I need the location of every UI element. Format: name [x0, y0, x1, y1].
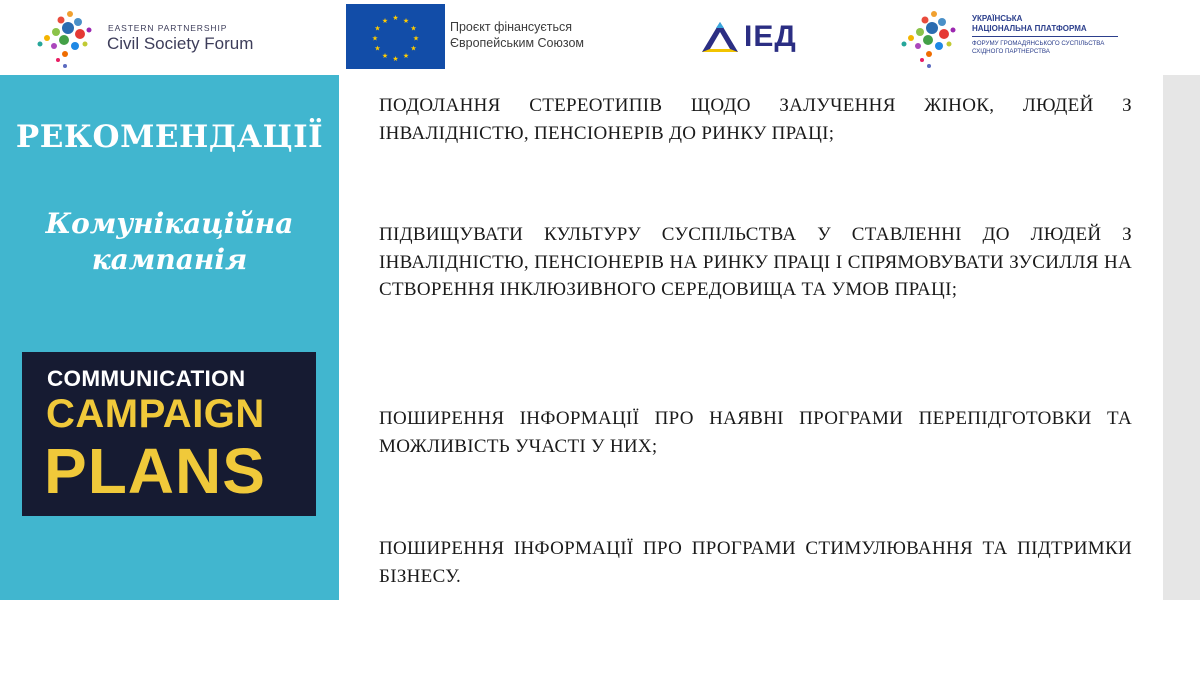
recommendation-item: ПІДВИЩУВАТИ КУЛЬТУРУ СУСПІЛЬСТВА У СТАВЛЕННІ ДО ЛЮДЕЙ З ІНВАЛІДНІСТЮ, ПЕНСІОНЕРІВ НА РИНКУ ПРАЦІ І СПРЯМОВУВАТИ ЗУСИЛЛЯ НА СТВОРЕННЯ ІНКЛЮЗИВНОГО СЕРЕДОВИЩА ТА УМОВ ПРАЦІ;	[379, 224, 1132, 300]
section-title: РЕКОМЕНДАЦІЇ	[15, 119, 324, 155]
campaign-image-line2: CAMPAIGN	[46, 392, 265, 436]
svg-text:★: ★	[374, 24, 381, 33]
ied-logo-text: ІЕД	[744, 20, 797, 53]
eap-big-text: Civil Society Forum	[107, 34, 254, 53]
unp-sub-line1: ФОРУМУ ГРОМАДЯНСЬКОГО СУСПІЛЬСТВА	[972, 40, 1105, 47]
subtitle-line1: Комунікаційна	[45, 207, 294, 240]
eap-csf-logo	[34, 8, 284, 70]
svg-text:★: ★	[410, 24, 417, 33]
dots-cluster-icon	[898, 8, 968, 70]
right-decor-strip	[1163, 75, 1200, 600]
svg-text:★: ★	[392, 14, 399, 22]
eu-funding-line1: Проєкт фінансується	[450, 20, 573, 34]
section-subtitle	[0, 206, 339, 278]
subtitle-line2: кампанія	[91, 243, 248, 276]
svg-text:★: ★	[381, 17, 389, 25]
unp-title-line2: НАЦІОНАЛЬНА ПЛАТФОРМА	[972, 24, 1087, 33]
eap-small-text: EASTERN PARTNERSHIP	[108, 23, 228, 33]
svg-text:★: ★	[381, 52, 389, 60]
svg-text:★: ★	[392, 55, 399, 63]
eu-flag-icon	[346, 4, 445, 69]
svg-text:★: ★	[402, 52, 410, 60]
ukrainian-national-platform-logo	[898, 8, 1128, 70]
svg-text:★: ★	[374, 44, 381, 53]
campaign-image-line3: PLANS	[44, 435, 266, 507]
unp-title-line1: УКРАЇНСЬКА	[972, 14, 1023, 23]
svg-text:★: ★	[402, 17, 410, 25]
eu-funding-line2: Європейським Союзом	[450, 36, 585, 50]
svg-text:★: ★	[412, 34, 420, 43]
logo-header	[0, 0, 1200, 74]
ied-triangle-icon	[700, 18, 740, 56]
svg-text:★: ★	[410, 44, 417, 53]
communication-campaign-plans-image	[22, 352, 316, 516]
ied-logo	[700, 18, 810, 58]
unp-title	[972, 14, 1087, 34]
eu-funding-text	[450, 19, 584, 51]
recommendation-item: ПОШИРЕННЯ ІНФОРМАЦІЇ ПРО НАЯВНІ ПРОГРАМИ ПЕРЕПІДГОТОВКИ ТА МОЖЛИВІСТЬ УЧАСТІ У НИХ;	[379, 408, 1132, 457]
unp-sub-line2: СХІДНОГО ПАРТНЕРСТВА	[972, 48, 1050, 55]
unp-divider	[972, 36, 1118, 37]
recommendation-item: ПОШИРЕННЯ ІНФОРМАЦІЇ ПРО ПРОГРАМИ СТИМУЛЮВАННЯ ТА ПІДТРИМКИ БІЗНЕСУ.	[379, 538, 1132, 587]
svg-text:★: ★	[371, 34, 379, 43]
dots-cluster-icon	[34, 8, 104, 70]
recommendations-sidebar	[0, 75, 339, 600]
recommendation-item: ПОДОЛАННЯ СТЕРЕОТИПІВ ЩОДО ЗАЛУЧЕННЯ ЖІНОК, ЛЮДЕЙ З ІНВАЛІДНІСТЮ, ПЕНСІОНЕРІВ ДО РИНКУ ПРАЦІ;	[379, 95, 1132, 144]
unp-subtitle	[972, 40, 1104, 56]
campaign-image-line1: COMMUNICATION	[47, 366, 246, 391]
